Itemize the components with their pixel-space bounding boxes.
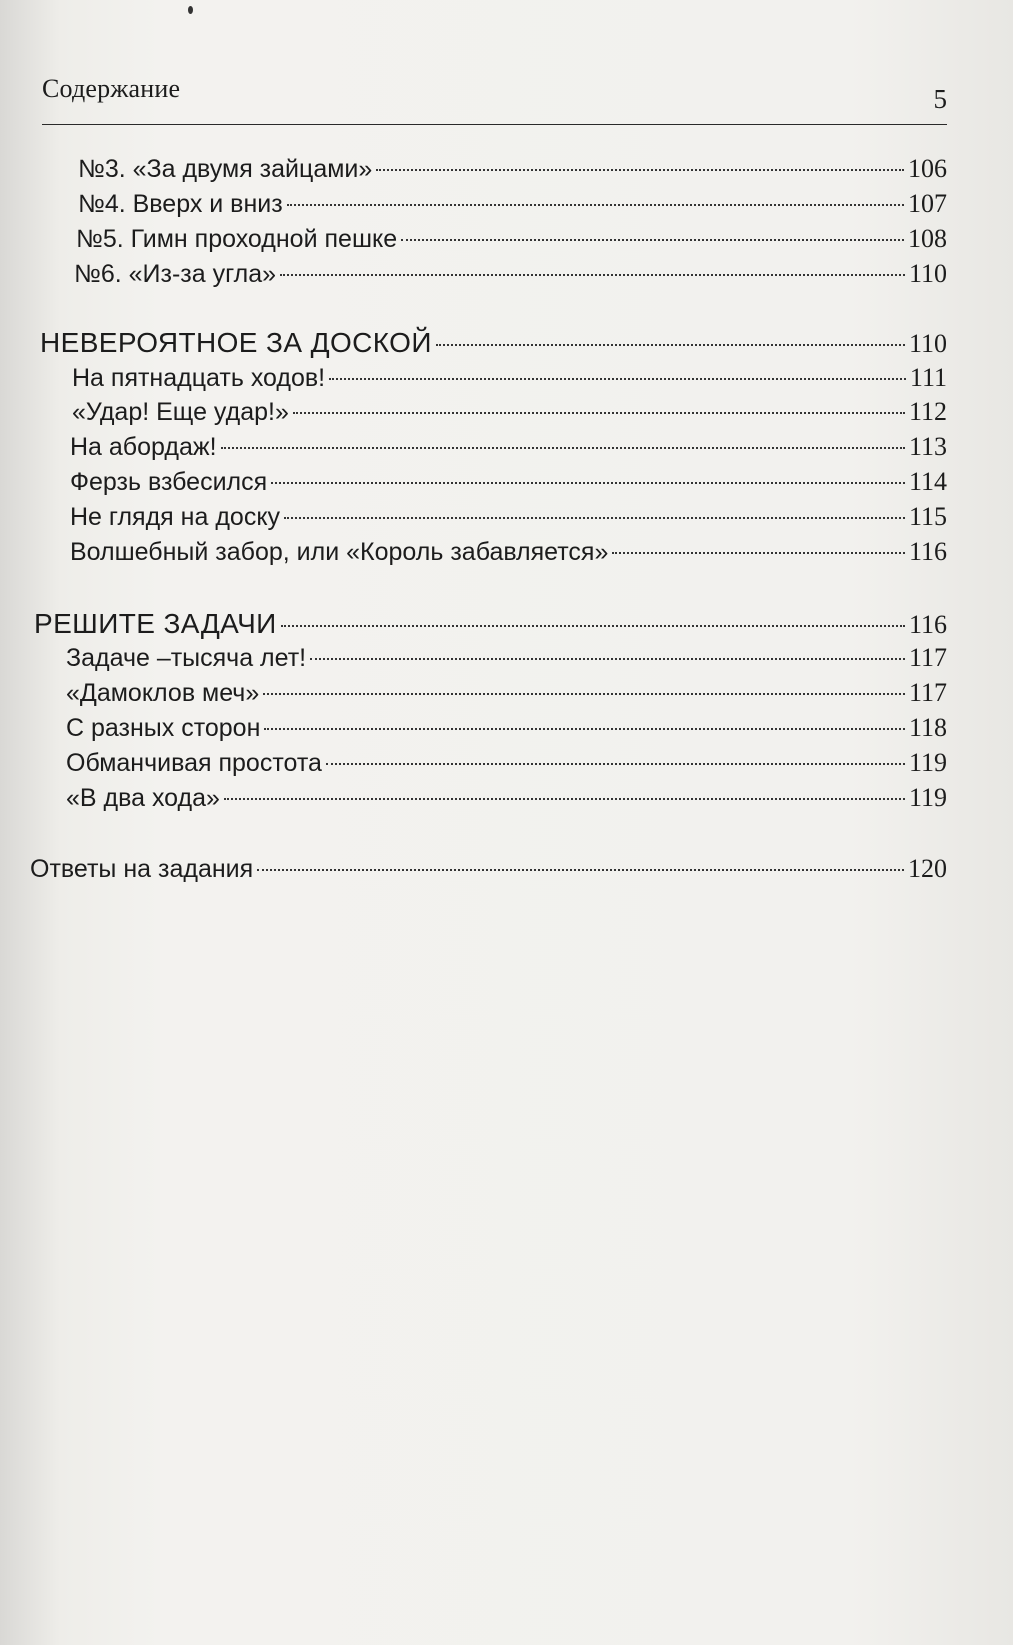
dot-leader [293,412,905,414]
toc-entry-page: 114 [908,467,947,496]
toc-entry-title: На пятнадцать ходов! [72,364,326,392]
toc-entry-page: 106 [908,154,947,183]
toc-entry-title: На абордаж! [70,433,217,461]
toc-entry-title: Не глядя на доску [70,503,281,531]
dot-leader [401,239,904,241]
running-head: Содержание [42,74,181,103]
toc-section-entry [34,608,947,642]
toc-entry [72,363,947,397]
dot-leader [271,482,905,484]
dot-leader [281,625,905,627]
toc-entry-title: «Дамоклов меч» [66,679,260,707]
toc-entry-page: 118 [908,713,947,742]
dot-leader [224,798,905,800]
dot-leader [287,204,904,206]
toc-entry-title: Задаче –тысяча лет! [66,644,307,672]
toc-entry [66,643,947,677]
toc-entry-page: 119 [908,748,947,777]
dot-leader [326,763,905,765]
toc-entry-page: 117 [908,678,947,707]
toc-entry-title: «Удар! Еще удар!» [72,398,289,426]
toc-entry [70,432,947,466]
dot-leader [263,693,905,695]
dot-leader [257,869,904,871]
dot-leader [284,517,905,519]
toc-entry-title: Волшебный забор, или «Король забавляется» [70,538,609,566]
toc-section-entry [40,327,947,361]
toc-entry [66,748,947,782]
toc-entry [76,224,947,258]
toc-entry-title: №6. «Из-за угла» [74,260,277,288]
toc-entry [66,678,947,712]
toc-entry-page: 116 [908,610,947,639]
toc-entry-page: 116 [908,537,947,566]
toc-entry-page: 111 [909,363,947,392]
dot-leader [264,728,905,730]
toc-entry [74,259,947,293]
toc-entry-title: №3. «За двумя зайцами» [78,155,373,183]
toc-entry-title: №4. Вверх и вниз [78,190,283,218]
page-number: 5 [933,84,947,114]
toc-entry [66,783,947,817]
dot-leader [436,344,905,346]
print-speck [188,6,193,14]
dot-leader [310,658,905,660]
toc-entry [72,397,947,431]
toc-section-title: РЕШИТЕ ЗАДАЧИ [34,608,277,639]
toc-entry [70,467,947,501]
page-header [42,66,947,125]
dot-leader [221,447,905,449]
dot-leader [280,274,905,276]
toc-entry-page: 119 [908,783,947,812]
toc-entry-page: 112 [908,397,947,426]
toc-entry [70,502,947,536]
toc-entry [30,854,947,888]
toc-entry-page: 107 [908,189,947,218]
toc-entry-page: 108 [908,224,947,253]
toc-section-title: НЕВЕРОЯТНОЕ ЗА ДОСКОЙ [40,327,432,358]
toc-entry [66,713,947,747]
toc-entry [78,189,947,223]
toc-entry-title: №5. Гимн проходной пешке [76,225,398,253]
toc-entry-page: 115 [908,502,947,531]
dot-leader [376,169,904,171]
toc-entry-title: Обманчивая простота [66,749,322,777]
toc-entry-page: 113 [908,432,947,461]
dot-leader [612,552,905,554]
toc-entry-page: 117 [908,643,947,672]
toc-entry [78,154,947,188]
toc-entry-title: Ферзь взбесился [70,468,268,496]
toc-entry-page: 110 [908,329,947,358]
toc-entry-title: Ответы на задания [30,855,254,883]
toc-entry-title: «В два хода» [66,784,220,812]
toc-entry-page: 120 [908,854,947,883]
toc-entry-page: 110 [908,259,947,288]
toc-entry [70,537,947,571]
toc-entry-title: С разных сторон [66,714,261,742]
dot-leader [329,378,906,380]
